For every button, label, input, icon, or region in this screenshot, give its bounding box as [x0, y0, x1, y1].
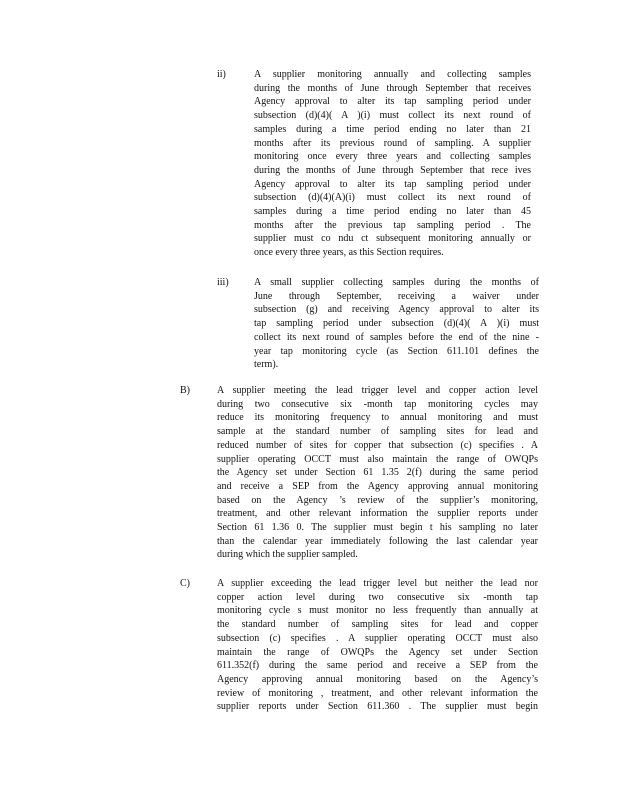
text-line: tap sampling period under subsection (d)(4)( A )(i) must — [254, 318, 539, 330]
text-line: supplier must co ndu ct subsequent monitoring annually or — [254, 233, 531, 245]
text-line: months after its previous round of sampling. A supplier — [254, 137, 531, 149]
text-line: reduce its monitoring frequency to annual monitoring and must — [217, 412, 538, 424]
text-line: sample at the standard number of sampling sites for lead and — [217, 426, 538, 438]
text-line: year tap monitoring cycle (as Section 611.101 defines the — [254, 345, 539, 357]
item-paragraph — [254, 68, 531, 260]
text-line: A small supplier collecting samples during the months of — [254, 277, 539, 288]
text-line: collect its next round of samples before the end of the nine - — [254, 331, 539, 343]
text-line: the Agency set under Section 61 1.35 2(f) during the same period — [217, 467, 538, 479]
text-line: during the months of June through September that receives — [254, 82, 531, 94]
item-paragraph — [217, 384, 538, 562]
text-line: samples during a time period ending no later than 21 — [254, 123, 531, 135]
item-marker: B) — [180, 385, 190, 396]
text-line: A supplier meeting the lead trigger level and copper action level — [217, 385, 538, 396]
text-line: supplier operating OCCT must also maintain the range of OWQPs — [217, 453, 538, 465]
item-paragraph — [254, 276, 539, 372]
text-line: based on the Agency ’s review of the supplier’s monitoring, — [217, 494, 538, 506]
text-line: subsection (c) specifies . A supplier operating OCCT must also — [217, 632, 538, 644]
text-line: the standard number of sampling sites for lead and copper — [217, 619, 538, 631]
text-line: subsection (d)(4)( A )(i) must collect its next round of — [254, 110, 531, 122]
item-marker: ii) — [217, 69, 226, 80]
text-line: treatment, and other relevant information the supplier reports under — [217, 508, 538, 520]
text-line: during which the supplier sampled. — [217, 549, 358, 561]
item-paragraph — [217, 577, 538, 714]
text-line: subsection (d)(4)(A)(i) must collect its next round of — [254, 192, 531, 204]
text-line: Agency approving annual monitoring based on the Agency’s — [217, 673, 538, 685]
item-marker: iii) — [217, 277, 229, 288]
text-line: samples during a time period ending no later than 45 — [254, 206, 531, 218]
text-line: review of monitoring , treatment, and other relevant information the — [217, 687, 538, 699]
text-line: supplier reports under Section 611.360 . The supplier must begin — [217, 701, 538, 713]
text-line: subsection (g) and receiving Agency approval to alter its — [254, 304, 539, 316]
text-line: reduced number of sites for copper that subsection (c) specifies . A — [217, 439, 538, 451]
text-line: and receive a SEP from the Agency approving annual monitoring — [217, 480, 538, 492]
text-line: maintain the range of OWQPs the Agency set under Section — [217, 646, 538, 658]
text-line: copper action level during two consecutive six -month tap — [217, 591, 538, 603]
item-marker: C) — [180, 578, 190, 589]
text-line: monitoring cycle s must monitor no less frequently than annually at — [217, 605, 538, 617]
text-line: 611.352(f) during the same period and receive a SEP from the — [217, 660, 538, 672]
text-line: Agency approval to alter its tap sampling period under — [254, 96, 531, 108]
text-line: June through September, receiving a waiver under — [254, 290, 539, 302]
text-line: Agency approval to alter its tap sampling period under — [254, 178, 531, 190]
text-line: A supplier exceeding the lead trigger level but neither the lead nor — [217, 578, 538, 589]
text-line: during the months of June through September that rece ives — [254, 164, 531, 176]
text-line: Section 61 1.36 0. The supplier must begin t his sampling no later — [217, 522, 538, 534]
text-line: term). — [254, 359, 279, 371]
text-line: during two consecutive six -month tap monitoring cycles may — [217, 398, 538, 410]
text-line: than the calendar year immediately following the last calendar year — [217, 535, 538, 547]
text-line: A supplier monitoring annually and collecting samples — [254, 69, 531, 80]
text-line: months after the previous tap sampling period . The — [254, 219, 531, 231]
text-line: once every three years, as this Section requires. — [254, 247, 444, 259]
text-line: monitoring once every three years and collecting samples — [254, 151, 531, 163]
